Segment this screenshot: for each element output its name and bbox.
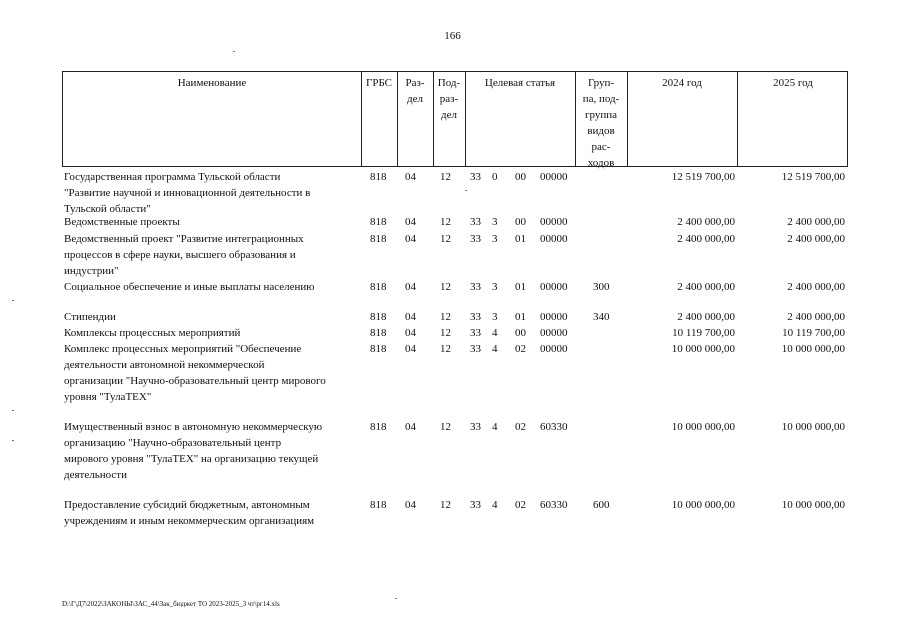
cell-grbs: 818 xyxy=(370,281,387,293)
row-name: Комплекс процессных мероприятий "Обеспечение деятельности автономной некоммерческой организации "Научно-образовательный центр мирового уровня "ТулаТЕХ" xyxy=(64,343,326,403)
cell-podrazdel: 12 xyxy=(440,216,451,228)
cell-cs2: 4 xyxy=(492,343,498,355)
cell-cs1: 33 xyxy=(470,343,481,355)
cell-cs4: 00000 xyxy=(540,233,568,245)
cell-y2024: 12 519 700,00 xyxy=(671,171,735,183)
cell-cs1: 33 xyxy=(470,327,481,339)
table-header xyxy=(62,71,848,167)
cell-podrazdel: 12 xyxy=(440,233,451,245)
cell-grbs: 818 xyxy=(370,343,387,355)
cell-cs3: 02 xyxy=(515,499,526,511)
cell-cs3: 02 xyxy=(515,343,526,355)
cell-cs3: 01 xyxy=(515,281,526,293)
cell-cs1: 33 xyxy=(470,233,481,245)
header-celevaya: Целевая статья xyxy=(484,77,556,89)
cell-cs1: 33 xyxy=(470,421,481,433)
row-name: Социальное обеспечение и иные выплаты населению xyxy=(64,281,315,293)
cell-cs4: 00000 xyxy=(540,171,568,183)
cell-razdel: 04 xyxy=(405,171,416,183)
cell-podrazdel: 12 xyxy=(440,343,451,355)
budget-table xyxy=(62,71,848,527)
cell-cs3: 00 xyxy=(515,327,526,339)
cell-podrazdel: 12 xyxy=(440,421,451,433)
cell-cs3: 00 xyxy=(515,216,526,228)
cell-cs3: 01 xyxy=(515,311,526,323)
cell-cs1: 33 xyxy=(470,171,481,183)
cell-razdel: 04 xyxy=(405,343,416,355)
cell-razdel: 04 xyxy=(405,216,416,228)
cell-cs3: 00 xyxy=(515,171,526,183)
row-name: Стипендии xyxy=(64,311,116,323)
cell-cs4: 00000 xyxy=(540,281,568,293)
cell-razdel: 04 xyxy=(405,233,416,245)
row-name: Ведомственный проект "Развитие интеграционных процессов в сфере науки, высшего образования и индустрии" xyxy=(64,233,304,277)
cell-y2024: 2 400 000,00 xyxy=(677,233,735,245)
cell-cs2: 0 xyxy=(492,171,498,183)
cell-y2024: 2 400 000,00 xyxy=(677,311,735,323)
cell-y2025: 2 400 000,00 xyxy=(787,233,845,245)
cell-y2025: 10 000 000,00 xyxy=(781,421,845,433)
cell-cs1: 33 xyxy=(470,499,481,511)
cell-grbs: 818 xyxy=(370,421,387,433)
cell-y2024: 10 119 700,00 xyxy=(672,327,735,339)
cell-y2025: 2 400 000,00 xyxy=(787,281,845,293)
page-number: 166 xyxy=(444,30,461,42)
cell-vid: 300 xyxy=(593,281,610,293)
cell-grbs: 818 xyxy=(370,171,387,183)
cell-vid: 340 xyxy=(593,311,610,323)
cell-y2024: 10 000 000,00 xyxy=(671,421,735,433)
row-name: Предоставление субсидий бюджетным, автономным учреждениям и иным некоммерческим организациям xyxy=(64,499,315,527)
cell-cs4: 00000 xyxy=(540,343,568,355)
row-name: Имущественный взнос в автономную некоммерческую организацию "Научно-образовательный центр мирового уровня "ТулаТЕХ" на организацию текущей деятельности xyxy=(64,421,323,481)
cell-cs1: 33 xyxy=(470,311,481,323)
cell-y2024: 2 400 000,00 xyxy=(677,216,735,228)
cell-cs2: 3 xyxy=(492,233,498,245)
header-gruppa: Груп- па, под- группа видов рас- ходов xyxy=(582,77,620,169)
cell-podrazdel: 12 xyxy=(440,281,451,293)
cell-podrazdel: 12 xyxy=(440,327,451,339)
cell-cs4: 00000 xyxy=(540,216,568,228)
cell-y2024: 10 000 000,00 xyxy=(671,499,735,511)
cell-cs4: 00000 xyxy=(540,327,568,339)
row-name: Комплексы процессных мероприятий xyxy=(64,327,241,339)
cell-grbs: 818 xyxy=(370,327,387,339)
cell-cs2: 4 xyxy=(492,327,498,339)
cell-podrazdel: 12 xyxy=(440,171,451,183)
cell-cs1: 33 xyxy=(470,216,481,228)
cell-y2024: 2 400 000,00 xyxy=(677,281,735,293)
header-podrazdel: Под- раз- дел xyxy=(437,77,461,121)
cell-cs4: 60330 xyxy=(540,421,568,433)
cell-cs2: 3 xyxy=(492,281,498,293)
cell-y2025: 2 400 000,00 xyxy=(787,311,845,323)
cell-razdel: 04 xyxy=(405,311,416,323)
cell-grbs: 818 xyxy=(370,499,387,511)
cell-cs2: 3 xyxy=(492,216,498,228)
cell-cs1: 33 xyxy=(470,281,481,293)
header-razdel: Раз- дел xyxy=(405,77,425,105)
cell-cs4: 00000 xyxy=(540,311,568,323)
row-name: Ведомственные проекты xyxy=(64,216,180,228)
cell-razdel: 04 xyxy=(405,499,416,511)
cell-cs2: 3 xyxy=(492,311,498,323)
cell-grbs: 818 xyxy=(370,233,387,245)
cell-cs2: 4 xyxy=(492,421,498,433)
cell-y2024: 10 000 000,00 xyxy=(671,343,735,355)
cell-cs4: 60330 xyxy=(540,499,568,511)
header-name: Наименование xyxy=(177,77,247,89)
cell-y2025: 10 000 000,00 xyxy=(781,343,845,355)
cell-podrazdel: 12 xyxy=(440,311,451,323)
cell-y2025: 10 000 000,00 xyxy=(781,499,845,511)
cell-cs3: 01 xyxy=(515,233,526,245)
header-2024: 2024 год xyxy=(662,77,702,89)
cell-y2025: 2 400 000,00 xyxy=(787,216,845,228)
cell-y2025: 10 119 700,00 xyxy=(782,327,845,339)
cell-y2025: 12 519 700,00 xyxy=(781,171,845,183)
header-2025: 2025 год xyxy=(773,77,813,89)
cell-grbs: 818 xyxy=(370,216,387,228)
row-name: Государственная программа Тульской области "Развитие научной и инновационной деятельности в Тульской области" xyxy=(64,171,311,215)
cell-razdel: 04 xyxy=(405,281,416,293)
cell-grbs: 818 xyxy=(370,311,387,323)
cell-razdel: 04 xyxy=(405,421,416,433)
header-grbs: ГРБС xyxy=(365,77,393,89)
cell-vid: 600 xyxy=(593,499,610,511)
file-path: D:\Г\Д7\2022\ЗАКОНЫ\ЗАС_44\Зак_бюджет ТО 2023-2025_3 чт\рг14.xls xyxy=(62,600,280,608)
cell-cs2: 4 xyxy=(492,499,498,511)
cell-razdel: 04 xyxy=(405,327,416,339)
cell-podrazdel: 12 xyxy=(440,499,451,511)
cell-cs3: 02 xyxy=(515,421,526,433)
